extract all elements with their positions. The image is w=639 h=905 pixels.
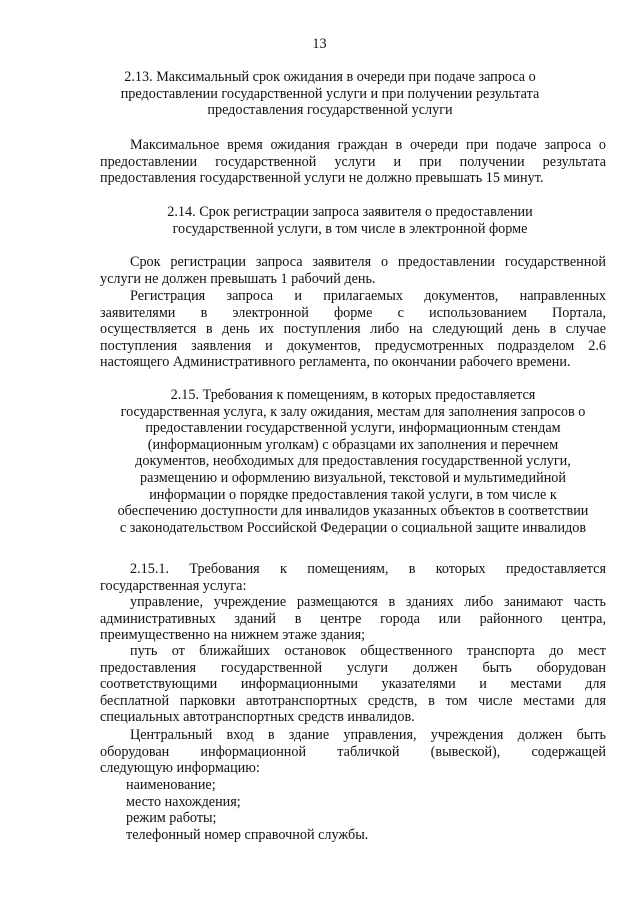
heading-line: 2.14. Срок регистрации запроса заявителя о предоставлении: [167, 204, 533, 220]
heading-line: с законодательством Российской Федерации о социальной защите инвалидов: [119, 519, 587, 536]
section-2-14-paragraph-1: [100, 254, 606, 287]
section-2-15-paragraph-4: [100, 727, 606, 777]
section-2-14-heading: [120, 204, 580, 237]
paragraph-line: 2.15.1. Требования к помещениям, в которых предоставляется: [130, 561, 606, 577]
section-2-15-heading: [88, 387, 618, 536]
paragraph-line: предоставления государственной услуги не должно превышать 15 минут.: [100, 170, 544, 187]
paragraph-line: следующую информацию:: [100, 760, 260, 777]
heading-line: 2.13. Максимальный срок ожидания в очереди при подаче запроса о: [124, 69, 536, 85]
heading-line: документов, необходимых для предоставления государственной услуги,: [135, 453, 571, 470]
paragraph-line: специальных автотранспортных средств инвалидов.: [100, 709, 415, 726]
paragraph-line: Срок регистрации запроса заявителя о предоставлении государственной: [130, 254, 606, 270]
list-item: телефонный номер справочной службы.: [126, 826, 369, 843]
heading-line: (информационным уголкам) с образцами их заполнения и перечнем: [147, 436, 559, 453]
paragraph-line: заявителями в электронной форме с использованием Портала,: [100, 304, 606, 321]
section-2-13-heading: [100, 69, 560, 119]
section-2-14-paragraph-2: [100, 288, 606, 371]
paragraph-line: поступления заявления и документов, предусмотренных подразделом 2.6: [100, 337, 606, 354]
paragraph-line: соответствующими информационными указателями и местами для: [100, 676, 606, 693]
paragraph-line: оборудован информационной табличкой (вывеской), содержащей: [100, 743, 606, 760]
paragraph-line: государственная услуга:: [100, 577, 247, 594]
list-item: наименование;: [126, 777, 216, 793]
heading-line: государственной услуги, в том числе в электронной форме: [172, 220, 528, 237]
heading-line: обеспечению доступности для инвалидов указанных объектов в соответствии: [117, 503, 589, 520]
heading-line: информации о порядке предоставления такой услуги, в том числе к: [149, 486, 557, 503]
paragraph-line: Центральный вход в здание управления, учреждения должен быть: [130, 727, 606, 743]
page-number: 13: [312, 36, 327, 52]
section-2-15-paragraph-2: [100, 594, 606, 644]
paragraph-line: настоящего Административного регламента, по окончании рабочего времени.: [100, 354, 571, 371]
section-2-13-paragraph: [100, 137, 606, 187]
paragraph-line: управление, учреждение размещаются в зданиях либо занимают часть: [130, 594, 606, 610]
section-2-15-1-paragraph: [100, 561, 606, 594]
list-item: режим работы;: [126, 810, 217, 827]
heading-line: предоставлении государственной услуги и при получении результата: [120, 85, 540, 102]
paragraph-line: путь от ближайших остановок общественного транспорта до мест: [130, 643, 606, 659]
paragraph-line: Регистрация запроса и прилагаемых документов, направленных: [130, 288, 606, 304]
paragraph-line: предоставлении государственной услуги и при получении результата: [100, 153, 606, 170]
heading-line: 2.15. Требования к помещениям, в которых предоставляется: [170, 387, 536, 403]
paragraph-line: административных зданий в центре города или районного центра,: [100, 610, 606, 627]
heading-line: предоставлении государственной услуги, информационным стендам: [145, 420, 561, 437]
paragraph-line: бесплатной парковки автотранспортных средств, в том числе местами для: [100, 692, 606, 709]
section-2-15-paragraph-3: [100, 643, 606, 726]
paragraph-line: Максимальное время ожидания граждан в очереди при подаче запроса о: [130, 137, 606, 153]
heading-line: предоставления государственной услуги: [207, 102, 453, 119]
info-list: [126, 777, 368, 843]
heading-line: государственная услуга, к залу ожидания, местам для заполнения запросов о: [120, 403, 586, 420]
heading-line: размещению и оформлению визуальной, текстовой и мультимедийной: [140, 469, 566, 486]
paragraph-line: услуги не должен превышать 1 рабочий день.: [100, 270, 376, 287]
paragraph-line: предоставления государственной услуги должен быть оборудован: [100, 659, 606, 676]
list-item: место нахождения;: [126, 793, 241, 810]
paragraph-line: преимущественно на нижнем этаже здания;: [100, 627, 366, 644]
paragraph-line: осуществляется в день их поступления либо на следующий день в случае: [100, 321, 606, 338]
